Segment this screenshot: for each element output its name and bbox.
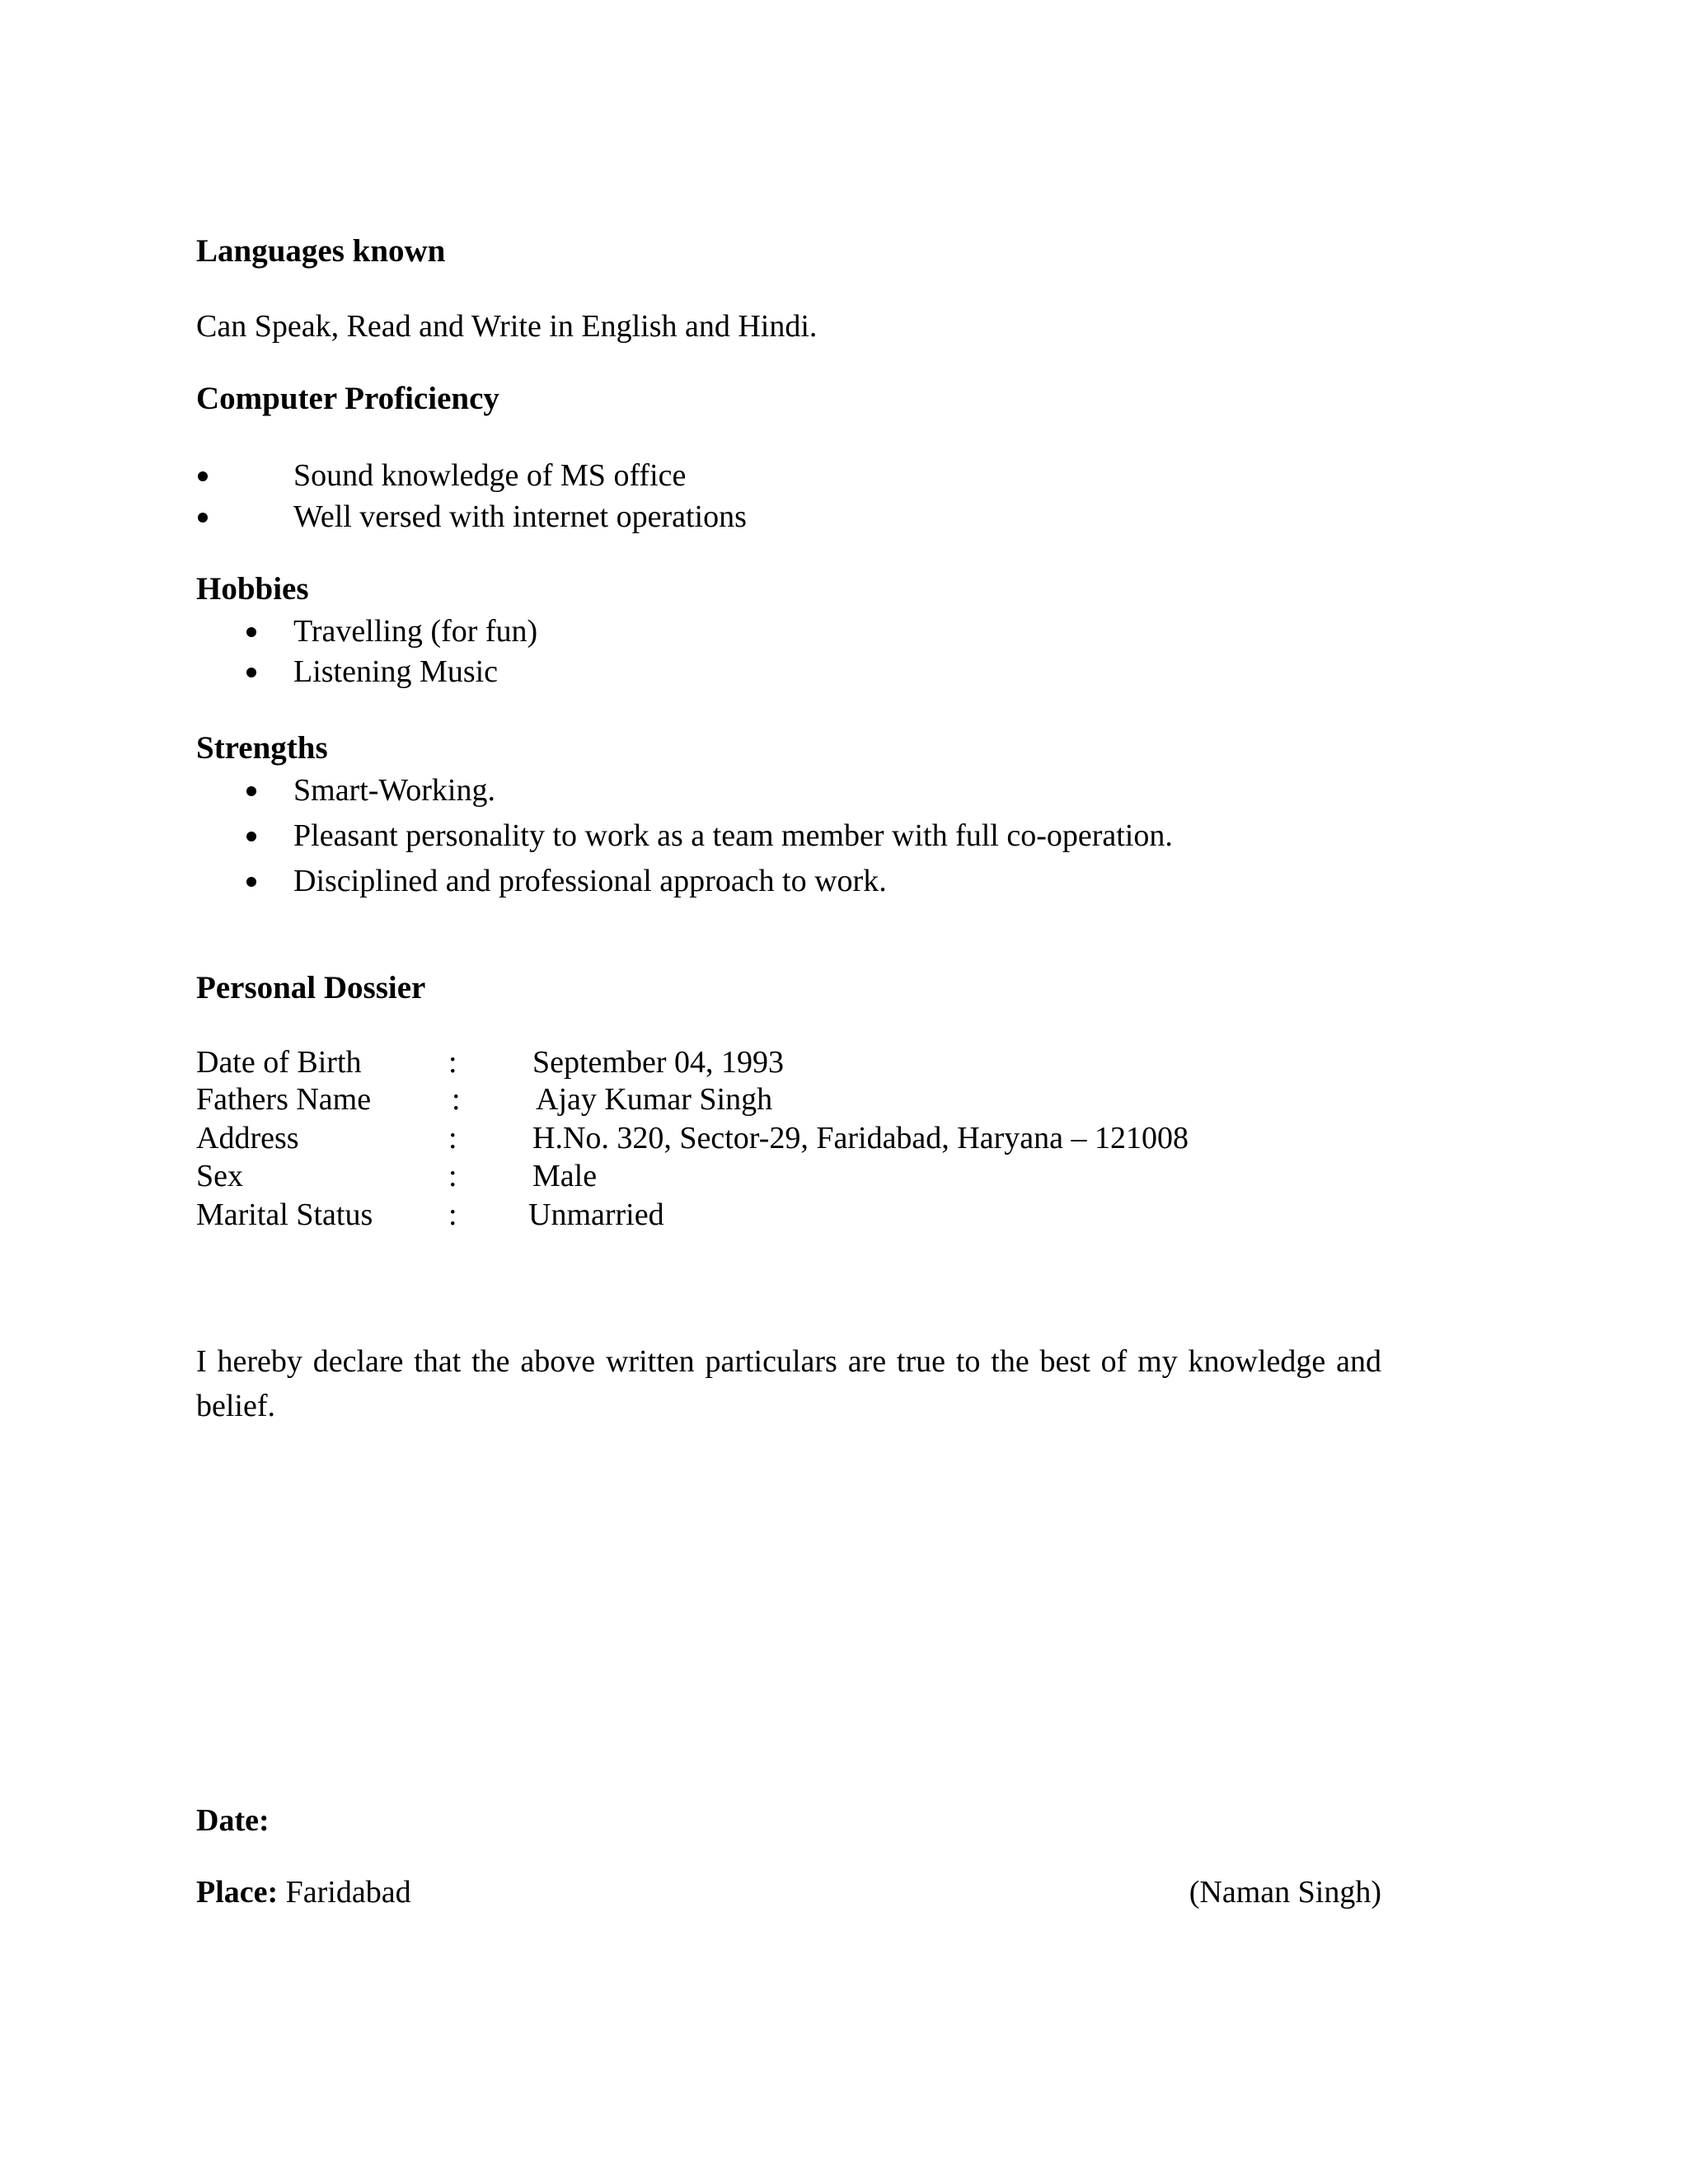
dossier-value-father: Ajay Kumar Singh [536, 1082, 773, 1117]
signature-name: (Naman Singh) [1189, 1875, 1381, 1910]
bullet-icon [246, 832, 256, 841]
bullet-icon [246, 877, 256, 887]
hobbies-item-2: Listening Music [293, 654, 499, 689]
dossier-label-marital: Marital Status [196, 1197, 373, 1232]
dossier-heading: Personal Dossier [196, 970, 426, 1005]
dossier-label-sex: Sex [196, 1159, 243, 1193]
dossier-label-dob: Date of Birth [196, 1045, 362, 1080]
strengths-item-3: Disciplined and professional approach to work. [293, 864, 887, 898]
dossier-label-father: Fathers Name [196, 1082, 372, 1117]
bullet-icon [198, 471, 208, 481]
bullet-icon [198, 513, 208, 523]
date-label: Date: [196, 1803, 270, 1838]
computer-heading: Computer Proficiency [196, 381, 499, 416]
place-value: Faridabad [285, 1875, 411, 1910]
strengths-item-2: Pleasant personality to work as a team member with full co-operation. [293, 818, 1173, 853]
place-label: Place: [196, 1875, 279, 1910]
dossier-colon: : [448, 1045, 457, 1080]
languages-heading: Languages known [196, 233, 446, 269]
bullet-icon [246, 668, 256, 677]
strengths-heading: Strengths [196, 730, 328, 766]
dossier-value-marital: Unmarried [528, 1197, 664, 1232]
dossier-value-address: H.No. 320, Sector-29, Faridabad, Haryana – 121008 [532, 1121, 1189, 1155]
dossier-label-address: Address [196, 1121, 299, 1155]
computer-item-2: Well versed with internet operations [293, 499, 747, 534]
hobbies-item-1: Travelling (for fun) [293, 614, 538, 649]
strengths-item-1: Smart-Working. [293, 773, 495, 808]
dossier-colon: : [448, 1121, 457, 1155]
languages-text: Can Speak, Read and Write in English and Hindi. [196, 309, 818, 344]
dossier-colon: : [452, 1082, 461, 1117]
dossier-colon: : [448, 1197, 457, 1232]
bullet-icon [246, 627, 256, 637]
dossier-colon: : [448, 1159, 457, 1193]
bullet-icon [246, 786, 256, 796]
declaration-text: I hereby declare that the above written particulars are true to the best of my knowledge and belief. [196, 1344, 1381, 1423]
dossier-value-dob: September 04, 1993 [532, 1045, 785, 1080]
computer-item-1: Sound knowledge of MS office [293, 458, 687, 493]
place-line [196, 1872, 411, 1912]
dossier-value-sex: Male [532, 1159, 598, 1193]
hobbies-heading: Hobbies [196, 571, 309, 607]
